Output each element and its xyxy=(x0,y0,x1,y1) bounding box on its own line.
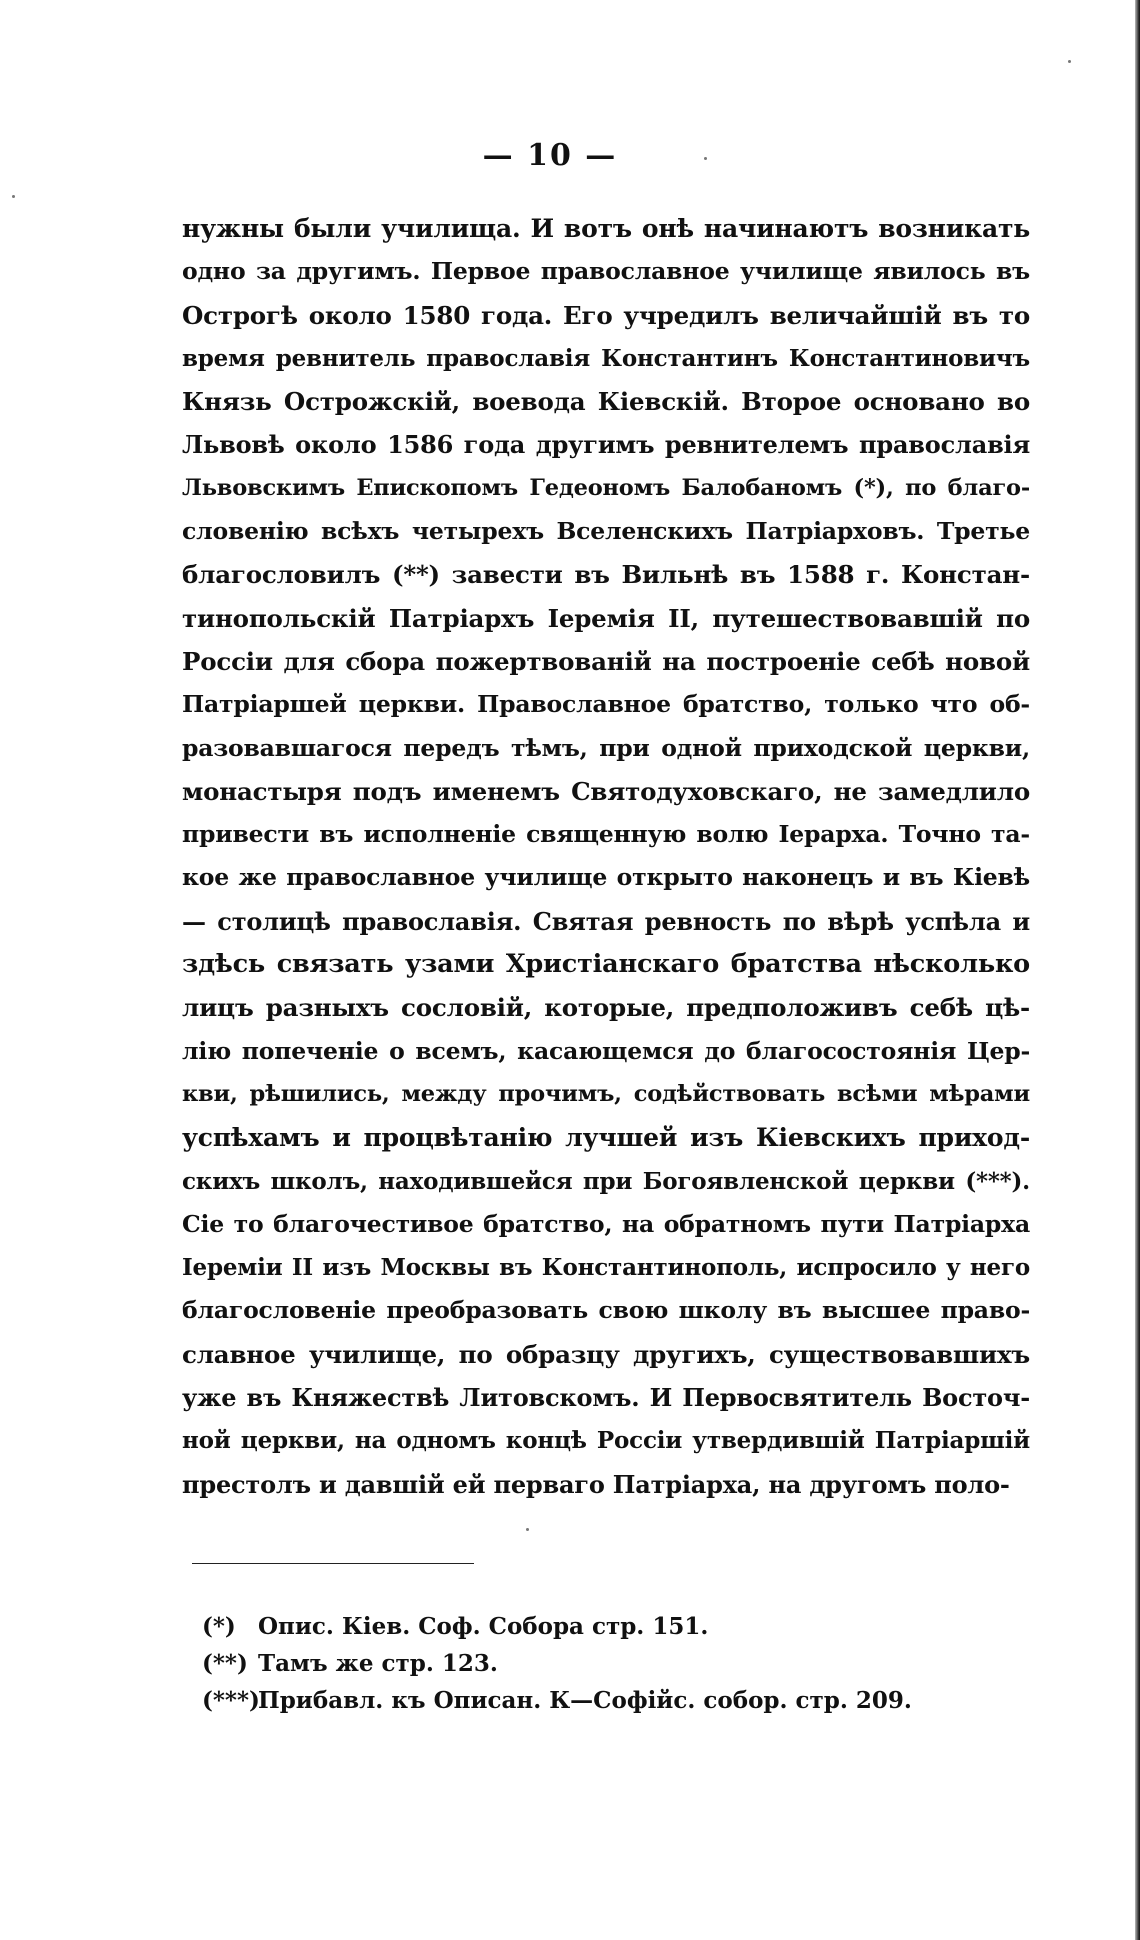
text-line: славное училище, по образцу другихъ, существовавшихъ xyxy=(182,1339,1030,1369)
text-line: кое же православное училище открыто наконецъ и въ Кiевѣ xyxy=(182,863,1030,892)
text-line: престолъ и давшiй ей перваго Патрiарха, на другомъ поло- xyxy=(182,1469,1010,1499)
text-line: монастыря подъ именемъ Святодуховскаго, не замедлило xyxy=(182,776,1030,806)
text-line: время ревнитель православiя Константинъ Константиновичъ xyxy=(182,344,1030,372)
text-line: Князь Острожскiй, воевода Кiевскiй. Второе основано во xyxy=(182,387,1030,417)
text-line: ной церкви, на одномъ концѣ Россiи утвердившiй Патрiаршiй xyxy=(182,1427,1030,1455)
text-line: уже въ Княжествѣ Литовскомъ. И Первосвятитель Восточ- xyxy=(182,1383,1030,1413)
text-line: благословенiе преобразовать свою школу въ высшее право- xyxy=(182,1296,1030,1325)
text-line: Патрiаршей церкви. Православное братство, только что об- xyxy=(182,690,1030,719)
print-speck xyxy=(704,157,707,160)
text-line: нужны были училища. И вотъ онѣ начинаютъ возникать xyxy=(182,214,1030,243)
footnote-divider xyxy=(192,1563,474,1564)
text-line: привести въ исполненiе священную волю Iерарха. Точно та- xyxy=(182,820,1030,849)
text-line: тинопольскiй Патрiархъ Iеремiя II, путешествовавшiй по xyxy=(182,603,1030,633)
page-number-text: — 10 — xyxy=(482,138,618,173)
text-line: одно за другимъ. Первое православное училище явилось въ xyxy=(182,257,1030,286)
text-line: Россiи для сбора пожертвованiй на построенiе себѣ новой xyxy=(182,646,1030,676)
text-line: успѣхамъ и процвѣтанiю лучшей изъ Кiевскихъ приход- xyxy=(182,1123,1030,1153)
text-line: Сiе то благочестивое братство, на обратномъ пути Патрiарха xyxy=(182,1209,1030,1238)
text-line: Острогѣ около 1580 года. Его учредилъ величайшiй въ то xyxy=(182,300,1030,330)
text-line: лiю попеченiе о всемъ, касающемся до благосостоянiя Цер- xyxy=(182,1036,1030,1065)
text-line: разовавшагося передъ тѣмъ, при одной приходской церкви, xyxy=(182,733,1030,762)
footnote-mark: (**) xyxy=(202,1650,248,1677)
footnote-text: Тамъ же стр. 123. xyxy=(258,1650,498,1677)
text-line: — столицѣ православiя. Святая ревность по вѣрѣ успѣла и xyxy=(182,906,1030,936)
text-line: Львовскимъ Епископомъ Гедеономъ Балобаномъ (*), по благо- xyxy=(182,474,1030,501)
footnote-mark: (***) xyxy=(202,1687,260,1714)
main-text xyxy=(182,207,1030,1506)
print-speck xyxy=(526,1528,529,1531)
text-line: скихъ школъ, находившейся при Богоявленской церкви (***). xyxy=(182,1167,1030,1195)
text-line: благословилъ (**) завести въ Вильнѣ въ 1588 г. Констан- xyxy=(182,560,1030,590)
footnote-text: Прибавл. къ Описан. К—Софiйс. собор. стр. 209. xyxy=(258,1687,912,1714)
print-speck xyxy=(12,195,15,198)
print-speck xyxy=(1068,60,1071,63)
text-line: здѣсь связать узами Христiанскаго братства нѣсколько xyxy=(182,949,1030,980)
text-line: словенiю всѣхъ четырехъ Вселенскихъ Патрiарховъ. Третье xyxy=(182,517,1030,546)
page-number xyxy=(0,138,1140,173)
text-line: кви, рѣшились, между прочимъ, содѣйствовать всѣми мѣрами xyxy=(182,1080,1030,1107)
footnote-text: Опис. Кiев. Соф. Собора стр. 151. xyxy=(258,1613,709,1640)
text-line: лицъ разныхъ сословiй, которые, предположивъ себѣ цѣ- xyxy=(182,993,1030,1023)
text-line: Львовѣ около 1586 года другимъ ревнителемъ православiя xyxy=(182,430,1030,460)
footnote-mark: (*) xyxy=(202,1613,236,1640)
footnote-item xyxy=(202,1682,962,1719)
text-line: Iеремiи II изъ Москвы въ Константинополь, испросило у него xyxy=(182,1254,1030,1282)
page-edge-shadow xyxy=(1135,0,1140,1940)
footnote-item xyxy=(202,1645,962,1682)
footnote-item xyxy=(202,1608,962,1645)
footnotes xyxy=(202,1608,962,1719)
